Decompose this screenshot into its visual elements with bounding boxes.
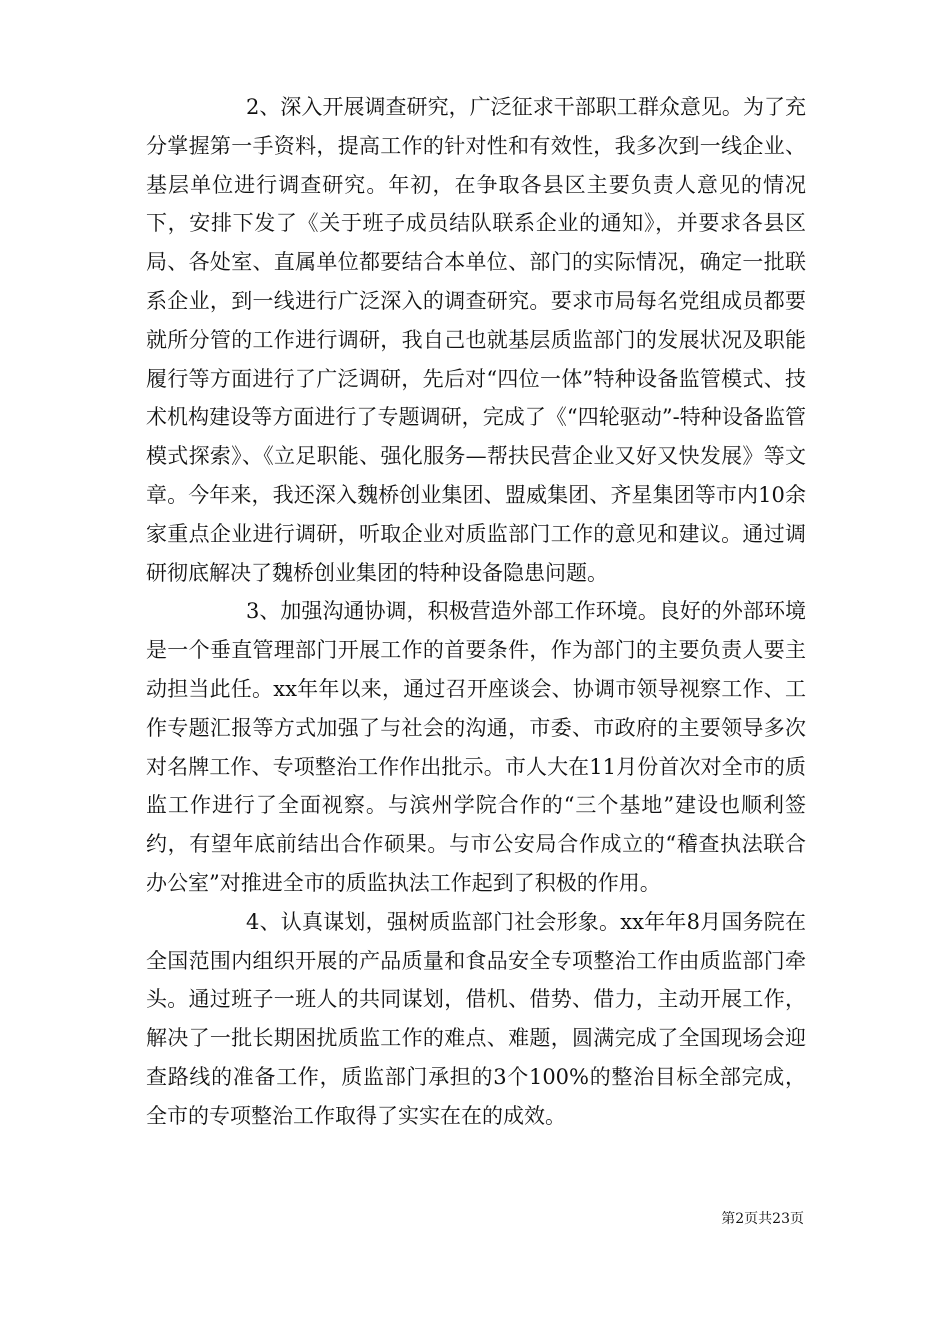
paragraph-3: 3、加强沟通协调，积极营造外部工作环境。良好的外部环境是一个垂直管理部门开展工作的首要条件，作为部门的主要负责人要主动担当此任。xx年年以来，通过召开座谈会、协调市领导视察工作、工作专题汇报等方式加强了与社会的沟通，市委、市政府的主要领导多次对名牌工作、专项整治工作作出批示。市人大在11月份首次对全市的质监工作进行了全面视察。与滨州学院合作的“三个基地”建设也顺利签约，有望年底前结出合作硕果。与市公安局合作成立的“稽查执法联合办公室”对推进全市的质监执法工作起到了积极的作用。 — [146, 599, 806, 895]
paragraph-2: 2、深入开展调查研究，广泛征求干部职工群众意见。为了充分掌握第一手资料，提高工作的针对性和有效性，我多次到一线企业、基层单位进行调查研究。年初，在争取各县区主要负责人意见的情况下，安排下发了《关于班子成员结队联系企业的通知》，并要求各县区局、各处室、直属单位都要结合本单位、部门的实际情况，确定一批联系企业，到一线进行广泛深入的调查研究。要求市局每名党组成员都要就所分管的工作进行调研，我自己也就基层质监部门的发展状况及职能履行等方面进行了广泛调研，先后对“四位一体”特种设备监管模式、技术机构建设等方面进行了专题调研，完成了《“四轮驱动”-特种设备监管模式探索》、《立足职能、强化服务—帮扶民营企业又好又快发展》等文章。今年来，我还深入魏桥创业集团、盟威集团、齐星集团等市内10余家重点企业进行调研，听取企业对质监部门工作的意见和建议。通过调研彻底解决了魏桥创业集团的特种设备隐患问题。 — [146, 95, 806, 585]
document-body — [146, 88, 806, 1136]
paragraph-4: 4、认真谋划，强树质监部门社会形象。xx年年8月国务院在全国范围内组织开展的产品质量和食品安全专项整治工作由质监部门牵头。通过班子一班人的共同谋划，借机、借势、借力，主动开展工作，解决了一批长期困扰质监工作的难点、难题，圆满完成了全国现场会迎查路线的准备工作，质监部门承担的3个100%的整治目标全部完成，全市的专项整治工作取得了实实在在的成效。 — [146, 909, 806, 1128]
page-number-footer: 第2页共23页 — [721, 1211, 804, 1227]
